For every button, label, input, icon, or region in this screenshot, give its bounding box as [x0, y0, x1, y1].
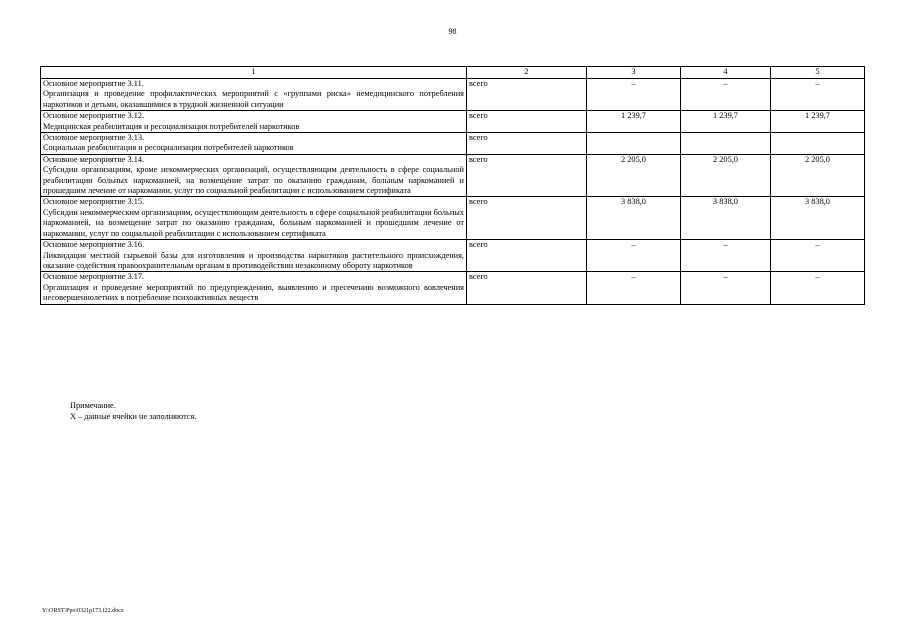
value-col-5: 2 205,0	[771, 154, 865, 197]
value-col-4: 2 205,0	[681, 154, 771, 197]
value-col-4: –	[681, 79, 771, 111]
file-path-footer: Y:\ORST\Ppo\0321p173.f22.docx	[42, 608, 124, 614]
measure-name: Основное мероприятие 3.13.	[43, 133, 145, 143]
column-header-1: 1	[41, 67, 467, 79]
measure-text: Социальная реабилитация и ресоциализация потребителей наркотиков	[43, 143, 294, 153]
note-title: Примечание.	[70, 401, 116, 410]
table-row	[41, 154, 865, 197]
funding-kind: всего	[467, 79, 587, 111]
column-header-2: 2	[467, 67, 587, 79]
value-col-3: –	[587, 79, 681, 111]
measure-text: Субсидии некоммерческим организациям, осуществляющим деятельность в сфере социальной реабилитации больных наркоманией, на возмещение затрат по оказанию гражданам, больным наркоманией и прошедшим лечение от наркомании, услуг по социальной реабилитации с использованием сертификата	[43, 207, 464, 238]
measure-description	[41, 154, 467, 197]
value-col-3: 1 239,7	[587, 111, 681, 133]
value-col-5: –	[771, 79, 865, 111]
budget-table	[40, 66, 865, 305]
value-col-5: 1 239,7	[771, 111, 865, 133]
measure-description	[41, 79, 467, 111]
measure-text: Субсидии организациям, кроме некоммерческих организаций, осуществляющим деятельность в сфере социальной реабилитации больных наркоманией, на возмещение затрат по оказанию гражданам, больным наркоманией и прошедшим лечение от наркомании, услуг по социальной реабилитации с использованием сертификата	[43, 165, 464, 196]
measure-description	[41, 133, 467, 155]
table-row	[41, 197, 865, 240]
value-col-3: –	[587, 240, 681, 272]
measure-text: Организация и проведение мероприятий по предупреждению, выявлению и пресечению возможного вовлечения несовершеннолетних в потребление психоактивных веществ	[43, 282, 464, 303]
table-row	[41, 111, 865, 133]
value-col-3: 3 838,0	[587, 197, 681, 240]
value-col-5: –	[771, 240, 865, 272]
table-row	[41, 79, 865, 111]
column-header-5: 5	[771, 67, 865, 79]
value-col-3: –	[587, 272, 681, 304]
measure-description	[41, 272, 467, 304]
value-col-5	[771, 133, 865, 155]
page-number: 98	[448, 27, 457, 36]
measure-description	[41, 197, 467, 240]
value-col-4	[681, 133, 771, 155]
funding-kind: всего	[467, 154, 587, 197]
column-header-3: 3	[587, 67, 681, 79]
value-col-4: 1 239,7	[681, 111, 771, 133]
measure-name: Основное мероприятие 3.12.	[43, 111, 145, 121]
value-col-4: –	[681, 240, 771, 272]
measure-text: Медицинская реабилитация и ресоциализация потребителей наркотиков	[43, 121, 300, 131]
value-col-5: 3 838,0	[771, 197, 865, 240]
note	[70, 400, 196, 422]
funding-kind: всего	[467, 111, 587, 133]
measure-name: Основное мероприятие 3.17.	[43, 272, 145, 282]
measure-name: Основное мероприятие 3.16.	[43, 240, 145, 250]
measure-name: Основное мероприятие 3.14.	[43, 154, 145, 164]
funding-kind: всего	[467, 240, 587, 272]
table-header-row	[41, 67, 865, 79]
table-row	[41, 133, 865, 155]
measure-text: Организация и проведение профилактических мероприятий с «группами риска» немедицинского потребления наркотиков и детьми, оказавшимися в трудной жизненной ситуации	[43, 89, 464, 109]
measure-text: Ликвидация местной сырьевой базы для изготовления и производства наркотиков растительного происхождения, оказание содействия правоохранительным органам в противодействии незаконному обороту наркотиков	[43, 250, 464, 270]
note-text: Х – данные ячейки не заполняются.	[70, 412, 197, 421]
table-row	[41, 272, 865, 304]
value-col-3: 2 205,0	[587, 154, 681, 197]
funding-kind: всего	[467, 197, 587, 240]
value-col-4: –	[681, 272, 771, 304]
measure-description	[41, 111, 467, 133]
table-body	[41, 79, 865, 305]
value-col-5: –	[771, 272, 865, 304]
funding-kind: всего	[467, 133, 587, 155]
measure-description	[41, 240, 467, 272]
measure-name: Основное мероприятие 3.15.	[43, 197, 145, 207]
measure-name: Основное мероприятие 3.11.	[43, 79, 144, 88]
column-header-4: 4	[681, 67, 771, 79]
funding-kind: всего	[467, 272, 587, 304]
table-row	[41, 240, 865, 272]
value-col-3	[587, 133, 681, 155]
value-col-4: 3 838,0	[681, 197, 771, 240]
